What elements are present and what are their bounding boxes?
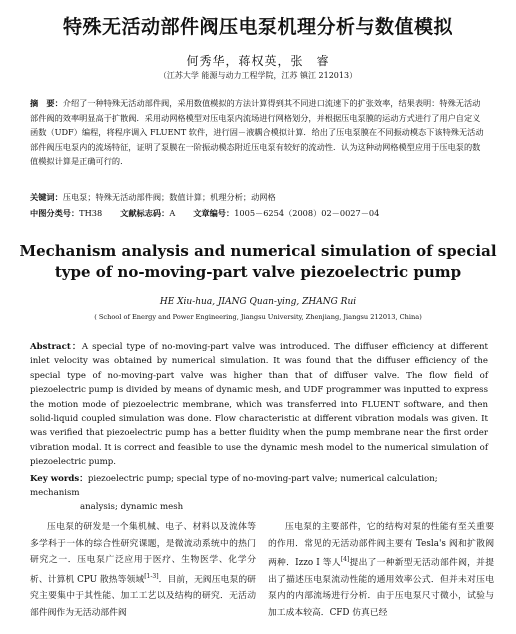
english-abstract-text: A special type of no-moving-part valve was introduced. The diffuser efficiency at different inlet velocity was obtained by numerical simulation. It was found that the diffuser efficiency of the special type of no-moving-part valve was higher than that of diffuser valve. The flow field of piezoelectric pump is divided by means of dynamic mesh, and UDF programmer was inputted to express the motion mode of piezoelectric membrane, which was transferred into FLUENT software, and then solid-liquid coupled simulation was done. Flow characteristic at different vibration modals was given. It was verified that piezoelectric pump has a better fluidity when the pump membrane near the first order vibration modal. It is correct and feasible to use the dynamic mesh model to the numerical simulation of piezoelectric pump.	[30, 342, 488, 468]
english-keywords-line1: piezoelectric pump; special type of no-moving-part valve; numerical calculation; mechanism	[30, 474, 438, 498]
chinese-affiliation: （江苏大学 能源与动力工程学院，江苏 镇江 212013）	[158, 71, 358, 80]
english-affiliation: ( School of Energy and Power Engineering, Jiangsu University, Zhenjiang, Jiangsu 212013, China)	[94, 313, 422, 321]
english-keywords-line2: analysis; dynamic mesh	[80, 502, 184, 512]
clc-label: 中图分类号：	[30, 208, 80, 218]
english-abstract-label: Abstract：	[30, 342, 82, 352]
chinese-abstract-label: 摘 要：	[30, 98, 63, 108]
body-column-right	[268, 519, 494, 621]
chinese-title: 特殊无活动部件阀压电泵机理分析与数值模拟	[62, 16, 453, 38]
chinese-abstract	[30, 96, 488, 169]
english-keywords	[30, 472, 488, 514]
english-title: Mechanism analysis and numerical simulation of special type of no-moving-part valve piezoelectric pump	[19, 242, 497, 281]
body-left-text-1: 压电泵的研发是一个集机械、电子、材料以及流体等多学科于一体的综合性研究课题，是微流动系统中的热门研究之一．压电泵广泛应用于医疗、生物医学、化学分析、计算机 CPU 散热等领域	[30, 522, 256, 585]
body-left-text-2: ．目前，无阀压电泵的研究主要集中于其性能、加工工艺以及结构的研究．无活动部件阀作为无活动部件阀	[30, 574, 256, 618]
chinese-keywords-label: 关键词：	[30, 192, 63, 202]
doc-code-value: A	[169, 208, 176, 218]
clc-value: TH38	[79, 208, 103, 218]
citation-ref-4: [4]	[340, 556, 350, 564]
english-authors: HE Xiu-hua, JIANG Quan-ying, ZHANG Rui	[159, 297, 357, 307]
chinese-keywords	[30, 192, 488, 203]
english-keywords-label: Key words：	[30, 474, 88, 484]
article-no-value: 1005－6254（2008）02－0027－04	[234, 208, 380, 218]
body-right-text-2: 提出了一种新型无活动部件阀，并提出了描述压电泵流动性能的通用效率公式．但并未对压电泵内的内部流场进行分析．由于压电泵尺寸微小，试验与加工成本较高．CFD 仿真已经	[268, 558, 494, 618]
chinese-abstract-text: 介绍了一种特殊无活动部件阀，采用数值模拟的方法计算得到其不同进口流速下的扩张效率，结果表明：特殊无活动部件阀的效率明显高于扩散阀．采用动网格模型对压电泵内流场进行网格划分，并根据压电泵膜的运动方式进行了用户自定义函数（UDF）编程，将程序调入 FLUENT 软件，进行固－液耦合模拟计算．给出了压电泵膜在不同振动模态下该特殊无活动部件阀压电泵内的流场特征，证明了泵膜在一阶振动模态附近压电泵有较好的流动性．认为这种动网格模型应用于压电泵的数值模拟计算是正确可行的．	[30, 98, 484, 167]
body-right-text-1: 压电泵的主要部件，它的结构对泵的性能有至关重要的作用．常见的无活动部件阀主要有 Tesla's 阀和扩散阀两种．Izzo I 等人	[268, 522, 494, 569]
doc-code-label: 文献标志码：	[120, 208, 170, 218]
english-abstract	[30, 340, 488, 470]
body-column-left	[30, 519, 256, 621]
chinese-keywords-text: 压电泵；特殊无活动部件阀；数值计算；机理分析；动网格	[62, 192, 276, 202]
citation-ref-1-3: [1-3]	[144, 572, 159, 580]
article-no-label: 文章编号：	[193, 208, 235, 218]
chinese-authors: 何秀华，蒋权英，张 睿	[186, 54, 330, 68]
classification-line	[30, 208, 488, 219]
